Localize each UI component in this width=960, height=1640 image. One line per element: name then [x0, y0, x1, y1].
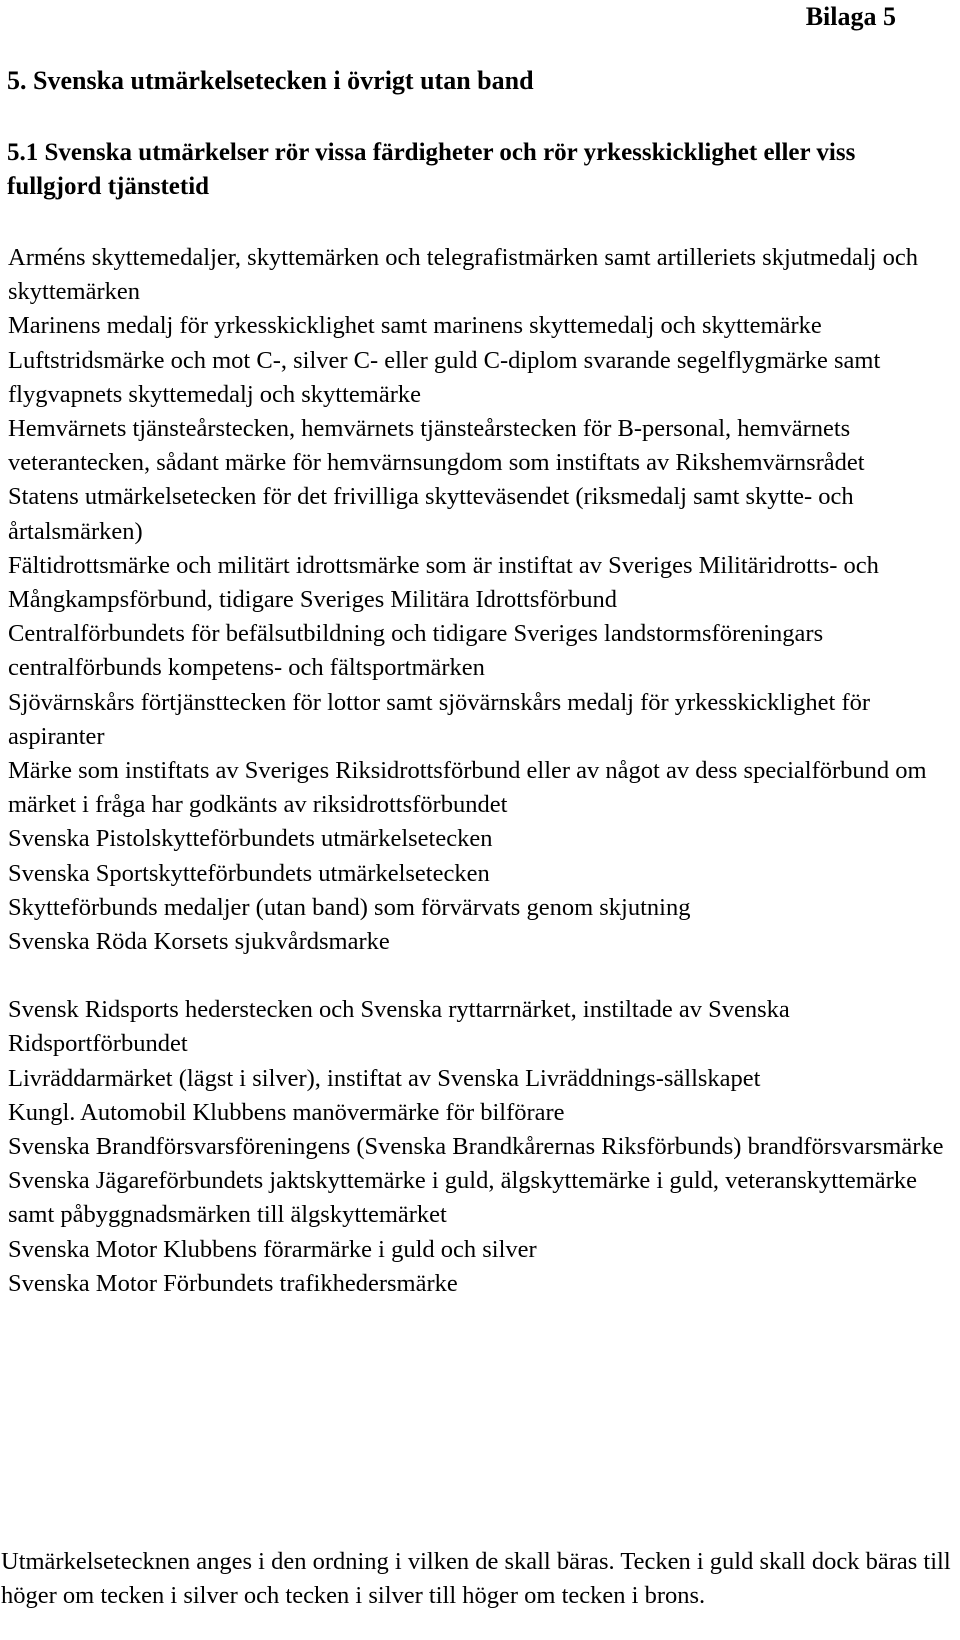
list-item: Arméns skyttemedaljer, skyttemärken och telegrafistmärken samt artilleriets skjutmedalj och skyttemärken	[8, 244, 918, 306]
list-item: Hemvärnets tjänsteårstecken, hemvärnets tjänsteårstecken för B-personal, hemvärnets veterantecken, sådant märke för hemvärnsungdom som instiftats av Rikshemvärnsrådet	[8, 415, 865, 477]
list-item: Svensk Ridsports hederstecken och Svenska ryttarrnärket, instiltade av Svenska Ridsportförbundet	[8, 996, 790, 1058]
list-item: Svenska Motor Förbundets trafikhedersmärke	[8, 1269, 458, 1297]
list-item: Svenska Röda Korsets sjukvårdsmarke	[8, 928, 390, 956]
list-item: Svenska Jägareförbundets jaktskyttemärke i guld, älgskyttemärke i guld, veteranskyttemärke samt påbyggnadsmärken till älgskyttemärket	[8, 1167, 917, 1229]
list-item: Livräddarmärket (lägst i silver), instiftat av Svenska Livräddnings-sällskapet	[8, 1064, 761, 1092]
list-item: Kungl. Automobil Klubbens manövermärke för bilförare	[8, 1098, 565, 1126]
list-spacer	[8, 959, 953, 993]
list-item: Statens utmärkelsetecken för det frivilliga skytteväsendet (riksmedalj samt skytte- och årtalsmärken)	[8, 483, 854, 545]
list-item: Skytteförbunds medaljer (utan band) som förvärvats genom skjutning	[8, 893, 691, 921]
list-item: Luftstridsmärke och mot C-, silver C- eller guld C-diplom svarande segelflygmärke samt flygvapnets skyttemedalj och skyttemärke	[8, 346, 881, 408]
list-item: Svenska Sportskytteförbundets utmärkelsetecken	[8, 859, 490, 887]
list-item: Fältidrottsmärke och militärt idrottsmärke som är instiftat av Sveriges Militäridrotts- och Mångkampsförbund, tidigare Sveriges Militära Idrottsförbund	[8, 551, 879, 614]
list-item: Märke som instiftats av Sveriges Riksidrottsförbund eller av något av dess specialförbund om märket i fråga har godkänts av riksidrottsförbundet	[8, 757, 927, 819]
list-item: Sjövärnskårs förtjänsttecken för lottor samt sjövärnskårs medalj för yrkesskicklighet för aspiranter	[8, 688, 871, 750]
list-item: Svenska Brandförsvarsföreningens (Svenska Brandkårernas Riksförbunds) brandförsvarsmärke	[8, 1133, 944, 1161]
subsection-heading: 5.1 Svenska utmärkelser rör vissa färdigheter och rör yrkesskicklighet eller viss fullgjord tjänstetid	[7, 139, 856, 200]
list-item: Svenska Motor Klubbens förarmärke i guld och silver	[8, 1235, 537, 1263]
annex-label: Bilaga 5	[805, 2, 896, 31]
list-item: Marinens medalj för yrkesskicklighet samt marinens skyttemedalj och skyttemärke	[8, 312, 822, 340]
decoration-list	[8, 241, 953, 1301]
list-item: Svenska Pistolskytteförbundets utmärkelsetecken	[8, 825, 493, 853]
list-item: Centralförbundets för befälsutbildning och tidigare Sveriges landstormsföreningars centralförbunds kompetens- och fältsportmärken	[8, 620, 824, 682]
section-heading: 5. Svenska utmärkelsetecken i övrigt utan band	[7, 66, 534, 95]
closing-paragraph: Utmärkelsetecknen anges i den ordning i vilken de skall bäras. Tecken i guld skall dock bäras till höger om tecken i silver och tecken i silver till höger om tecken i brons.	[1, 1548, 951, 1609]
